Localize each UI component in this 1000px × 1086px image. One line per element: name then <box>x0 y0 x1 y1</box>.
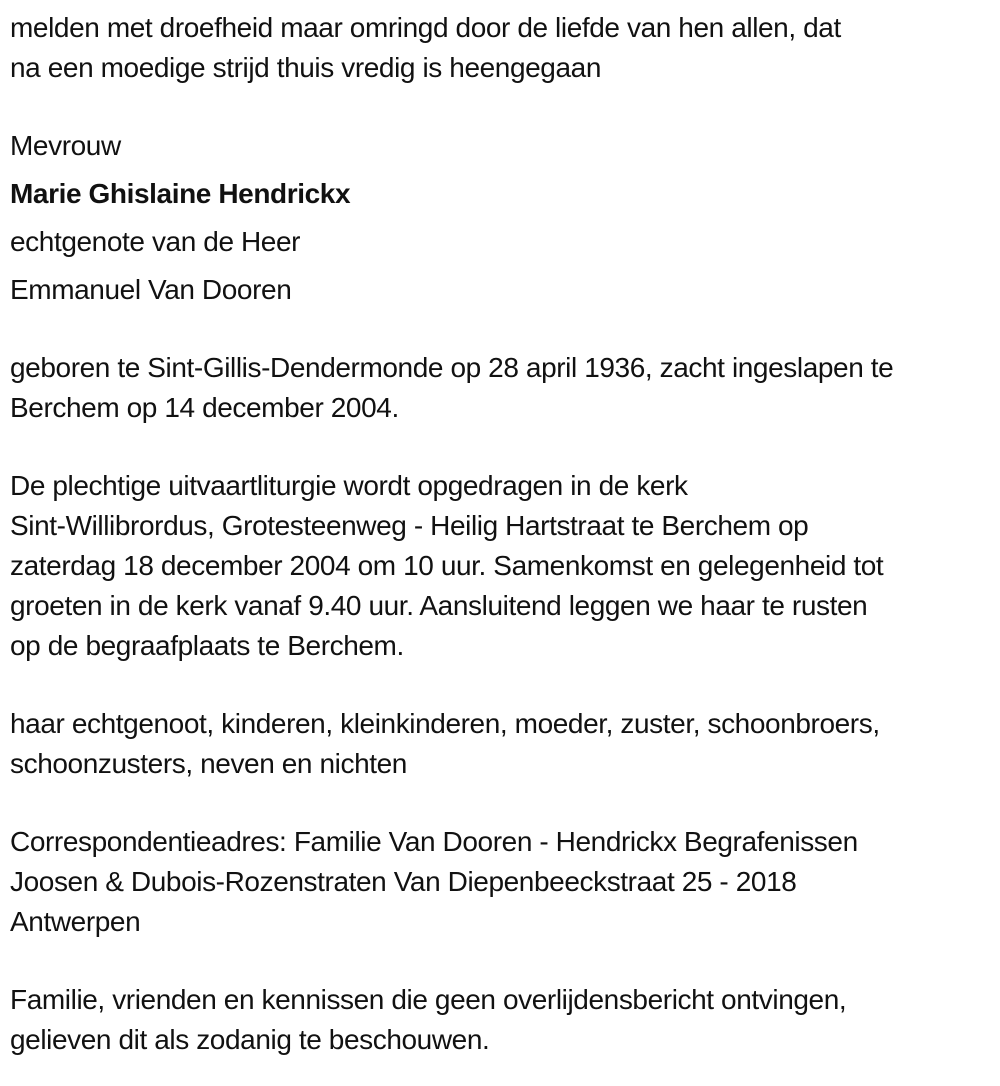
text-line: Sint-Willibrordus, Grotesteenweg - Heilig Hartstraat te Berchem op <box>10 510 809 541</box>
relation-line <box>10 222 990 262</box>
text-line: Mevrouw <box>10 130 121 161</box>
text-line: Antwerpen <box>10 906 141 937</box>
text-line: na een moedige strijd thuis vredig is heengegaan <box>10 52 601 83</box>
paragraph-announcement <box>10 8 990 88</box>
text-line: geboren te Sint-Gillis-Dendermonde op 28 april 1936, zacht ingeslapen te <box>10 352 894 383</box>
text-line: schoonzusters, neven en nichten <box>10 748 407 779</box>
deceased-name <box>10 174 990 214</box>
text-line: Berchem op 14 december 2004. <box>10 392 399 423</box>
paragraph-correspondence-address <box>10 822 990 942</box>
text-line: gelieven dit als zodanig te beschouwen. <box>10 1024 490 1055</box>
text-line: Correspondentieadres: Familie Van Dooren - Hendrickx Begrafenissen <box>10 826 858 857</box>
text-line: Emmanuel Van Dooren <box>10 274 292 305</box>
text-line: melden met droefheid maar omringd door de liefde van hen allen, dat <box>10 12 841 43</box>
text-line: Marie Ghislaine Hendrickx <box>10 178 351 209</box>
paragraph-closing-notice <box>10 980 990 1060</box>
text-line: op de begraafplaats te Berchem. <box>10 630 404 661</box>
salutation-mevrouw <box>10 126 990 166</box>
text-line: haar echtgenoot, kinderen, kleinkinderen, moeder, zuster, schoonbroers, <box>10 708 880 739</box>
paragraph-funeral-service <box>10 466 990 666</box>
paragraph-birth-death <box>10 348 990 428</box>
spouse-name <box>10 270 990 310</box>
text-line: zaterdag 18 december 2004 om 10 uur. Samenkomst en gelegenheid tot <box>10 550 884 581</box>
text-line: groeten in de kerk vanaf 9.40 uur. Aansluitend leggen we haar te rusten <box>10 590 868 621</box>
text-line: Joosen & Dubois-Rozenstraten Van Diepenbeeckstraat 25 - 2018 <box>10 866 797 897</box>
text-line: Familie, vrienden en kennissen die geen overlijdensbericht ontvingen, <box>10 984 847 1015</box>
text-line: De plechtige uitvaartliturgie wordt opgedragen in de kerk <box>10 470 688 501</box>
text-line: echtgenote van de Heer <box>10 226 301 257</box>
paragraph-relatives <box>10 704 990 784</box>
